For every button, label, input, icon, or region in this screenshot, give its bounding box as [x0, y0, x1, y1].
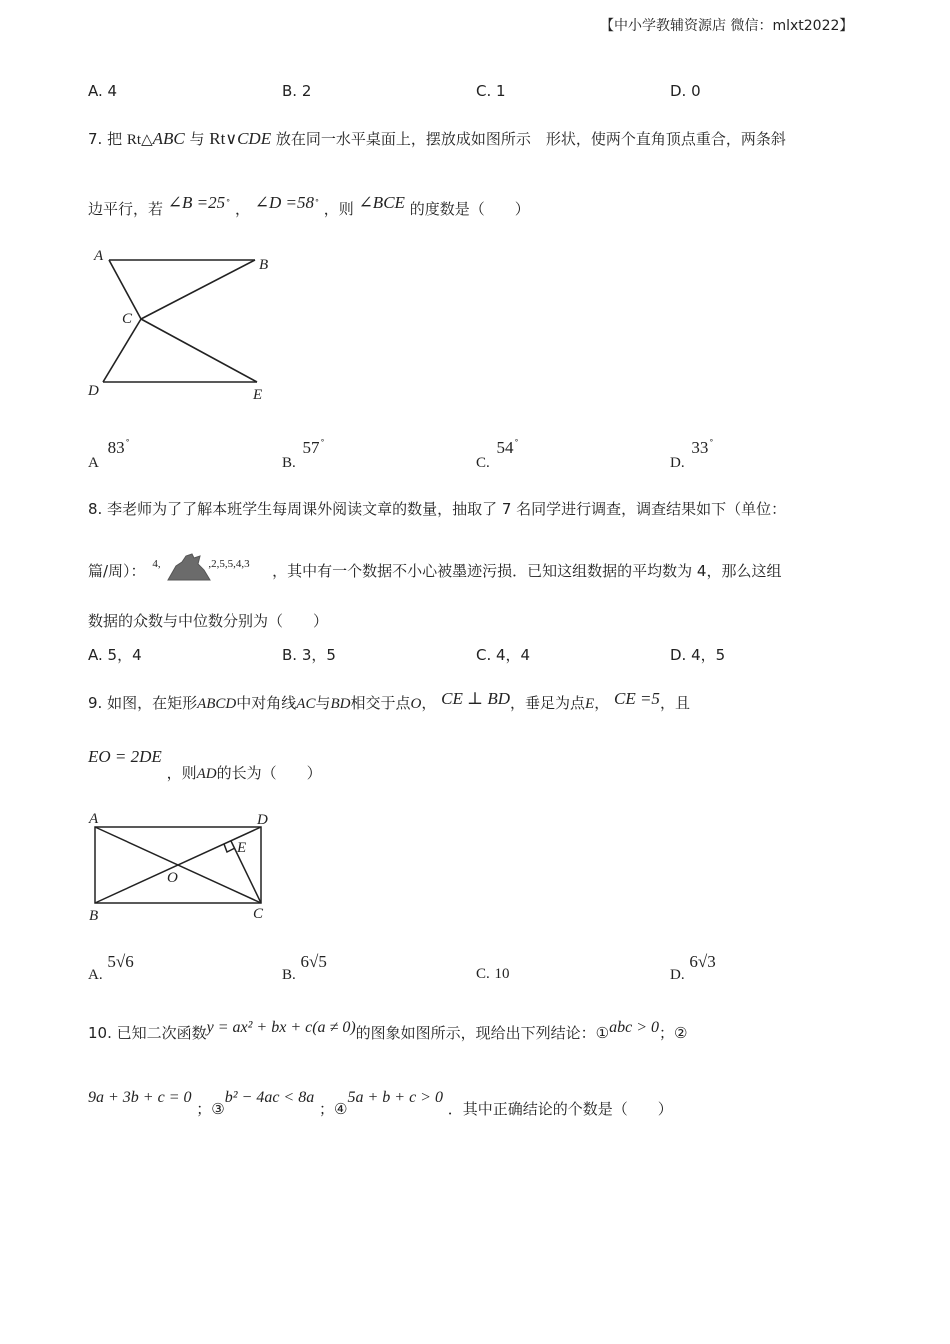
q9-mid1: 中对角线: [236, 694, 297, 712]
q9-mid3: ，垂足为点: [510, 694, 586, 712]
q9-eq: EO = 2DE: [88, 747, 162, 766]
q6-option-b: B. 2: [282, 82, 312, 100]
q7-rt2: Rt: [209, 129, 226, 148]
q9-label-a: A: [89, 811, 99, 827]
q7-option-b-deg: °: [320, 438, 325, 447]
q8-line3: 数据的众数与中位数分别为（ ）: [88, 612, 329, 630]
q7-option-a-deg: °: [125, 438, 130, 447]
q7-angle-b: ∠B =25: [167, 193, 226, 212]
q7-label-b: B: [259, 257, 269, 273]
q10-sep-2: ；②: [659, 1024, 688, 1042]
q7-option-b-value: 57: [302, 438, 320, 457]
q7-line1: [88, 128, 786, 149]
q9-label-c: C: [253, 906, 264, 922]
q9-perp: CE ⊥ BD: [441, 689, 510, 708]
q8-unit: 篇/周）：: [88, 562, 146, 580]
q9-option-d: [670, 952, 716, 983]
q8-option-c: C. 4，4: [476, 646, 531, 664]
q7-angle-bce: ∠BCE: [358, 193, 405, 212]
q8-text: ，其中有一个数据不小心被墨迹污损．已知这组数据的平均数为 4，那么这组: [272, 562, 782, 580]
q10-conclusion-1: abc > 0: [609, 1019, 660, 1036]
q7-option-b: [282, 438, 325, 471]
q7-comma: ，: [234, 200, 250, 218]
q10-sep-3: ；③: [196, 1100, 225, 1118]
q9-option-b-value: 6√5: [300, 952, 327, 971]
q7-deg2: °: [314, 198, 319, 207]
q9-o: O: [410, 696, 422, 712]
q9-figure: [85, 808, 285, 926]
q7-rt: Rt△: [126, 132, 153, 148]
q7-text-ba: 把: [107, 130, 123, 148]
q9-tail2: 的长为（ ）: [216, 764, 322, 782]
q7-option-c-value: 54: [496, 438, 514, 457]
q9-option-a-letter: A.: [88, 967, 103, 983]
q7-segment-ce: [141, 319, 257, 382]
q6-option-a: A. 4: [88, 82, 118, 100]
q9-pre: 9. 如图，在矩形: [88, 694, 198, 712]
q7-label-a: A: [94, 248, 104, 264]
q8-option-a: A. 5，4: [88, 646, 142, 664]
q10-sep-4: ；④: [319, 1100, 348, 1118]
q9-option-b: [282, 952, 327, 983]
q10-line1: [88, 1019, 688, 1043]
q9-mid2: 相交于点: [350, 694, 411, 712]
q7-vee: ∨: [225, 131, 238, 148]
q9-option-c-value: 10: [494, 966, 510, 982]
q9-option-c-letter: C.: [476, 966, 490, 982]
q9-ac: AC: [296, 696, 316, 712]
q9-label-d: D: [257, 812, 268, 828]
q6-option-d: D. 0: [670, 82, 701, 100]
q7-option-c-letter: C.: [476, 455, 490, 471]
q10-line2: [88, 1086, 673, 1118]
ink-blot-icon: [166, 552, 212, 584]
q9-label-o: O: [167, 870, 178, 886]
q7-segment-cb: [141, 260, 255, 319]
q7-deg1: °: [226, 198, 231, 207]
q8-data-figure: [152, 552, 267, 584]
q9-label-b: B: [89, 908, 99, 924]
q9-bd: BD: [330, 696, 351, 712]
q8-option-d: D. 4，5: [670, 646, 726, 664]
q7-option-d: [670, 438, 714, 471]
q10-function: y = ax² + bx + c(a ≠ 0): [206, 1019, 356, 1036]
q7-option-c-deg: °: [514, 438, 519, 447]
q10-pre: 10. 已知二次函数: [88, 1024, 207, 1042]
q8-line1: 8. 李老师为了了解本班学生每周课外阅读文章的数量，抽取了 7 名同学进行调查，调查结果如下（单位：: [88, 500, 787, 518]
q7-option-d-deg: °: [709, 438, 714, 447]
q9-line2: [88, 747, 322, 782]
q10-tail: ．其中正确结论的个数是（ ）: [447, 1100, 673, 1118]
q9-option-a: [88, 952, 134, 983]
q7-option-d-letter: D.: [670, 455, 685, 471]
q7-option-a-letter: A: [88, 455, 99, 471]
q9-line1: [88, 689, 690, 713]
q9-option-b-letter: B.: [282, 967, 296, 983]
q9-c1: ，: [421, 694, 437, 712]
q7-cde: CDE: [237, 129, 272, 148]
q7-segment-cd: [103, 319, 141, 382]
q7-option-a-value: 83: [107, 438, 125, 457]
q9-e: E: [585, 696, 595, 712]
q10-conclusion-3: b² − 4ac < 8a: [224, 1089, 315, 1106]
q10-conclusion-4: 5a + b + c > 0: [347, 1089, 443, 1106]
q7-text2: 放在同一水平桌面上，摆放成如图所示 形状，使两个直角顶点重合，两条斜: [275, 130, 786, 148]
q8-option-b: B. 3，5: [282, 646, 336, 664]
q9-option-d-value: 6√3: [689, 952, 716, 971]
q7-line2: [88, 193, 530, 219]
q7-text3: 边平行，若: [88, 200, 164, 218]
q9-yu: 与: [315, 694, 331, 712]
q9-option-a-value: 5√6: [107, 952, 134, 971]
q9-label-e: E: [237, 840, 247, 856]
q9-ad: AD: [196, 766, 217, 782]
q7-angle-d: ∠D =58: [254, 193, 314, 212]
q9-tail1: ，则: [166, 764, 197, 782]
q8-data-left: 4,: [152, 558, 161, 570]
q7-text4: ，则: [323, 200, 354, 218]
q7-label-e: E: [253, 387, 263, 403]
q7-figure: [85, 245, 285, 405]
q9-option-d-letter: D.: [670, 967, 685, 983]
q9-c2: ，: [594, 694, 610, 712]
q6-option-c: C. 1: [476, 82, 506, 100]
q9-abcd: ABCD: [197, 696, 237, 712]
q7-option-d-value: 33: [691, 438, 709, 457]
q7-label-c: C: [122, 311, 133, 327]
q7-yu: 与: [189, 130, 205, 148]
q7-abc: ABC: [152, 129, 185, 148]
q9-ce: CE =5: [613, 689, 660, 708]
q10-mid: 的图象如图所示，现给出下列结论：①: [355, 1024, 610, 1042]
q8-data-right: ,2,5,5,4,3: [208, 558, 250, 570]
q9-qie: ，且: [659, 694, 690, 712]
q7-option-c: [476, 438, 519, 471]
q7-option-b-letter: B.: [282, 455, 296, 471]
header-watermark: 【中小学教辅资源店 微信：mlxt2022】: [600, 18, 854, 34]
q8-line2: [88, 552, 781, 592]
q10-conclusion-2: 9a + 3b + c = 0: [88, 1089, 192, 1106]
q7-text5: 的度数是（ ）: [409, 200, 530, 218]
q7-option-a: [88, 438, 130, 471]
q9-option-c: [476, 964, 510, 983]
q7-number: 7.: [88, 130, 103, 148]
q7-label-d: D: [88, 383, 99, 399]
